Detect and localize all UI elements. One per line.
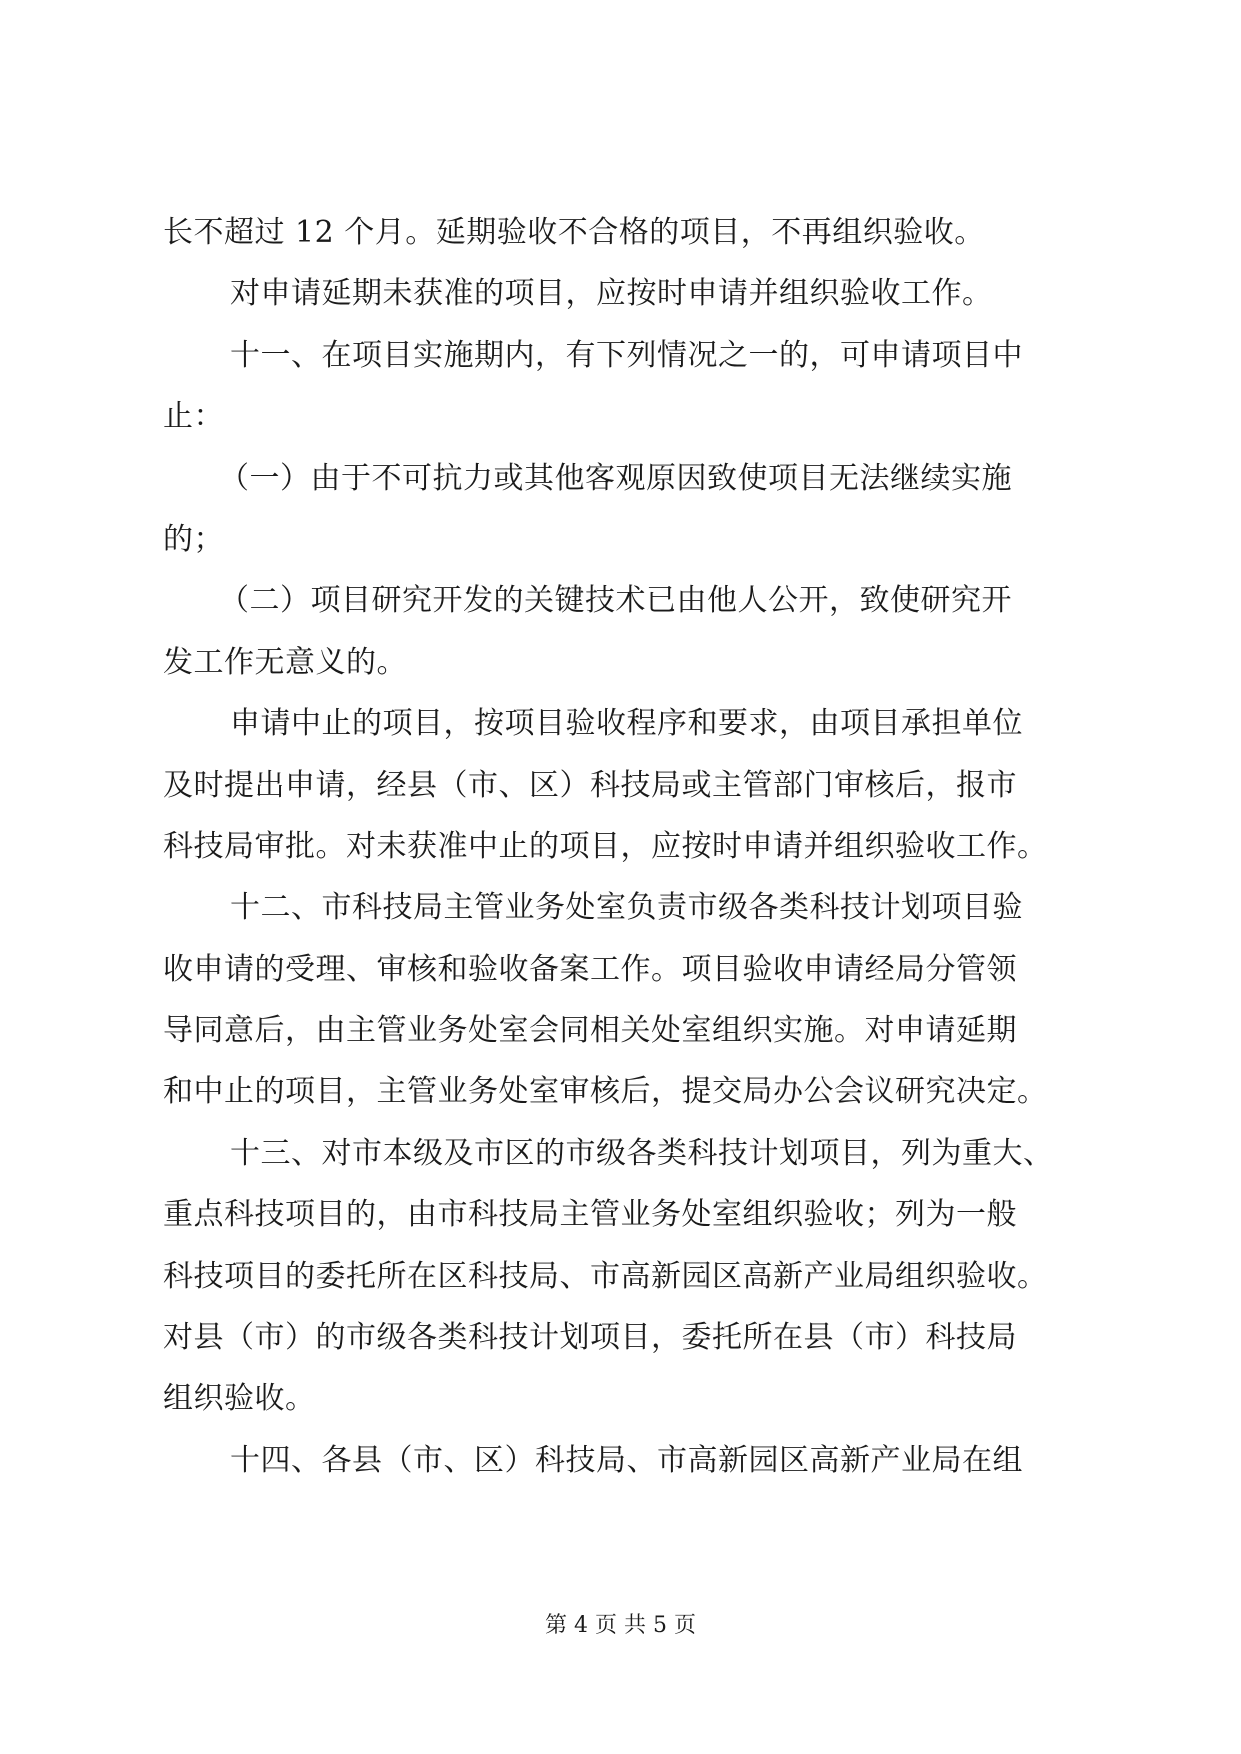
text-line: 长不超过 12 个月。延期验收不合格的项目，不再组织验收。 xyxy=(163,215,985,250)
text-line: 重点科技项目的，由市科技局主管业务处室组织验收；列为一般 xyxy=(163,1197,1017,1233)
text-line: 申请中止的项目，按项目验收程序和要求，由项目承担单位 xyxy=(230,706,1023,742)
text-line: 及时提出申请，经县（市、区）科技局或主管部门审核后，报市 xyxy=(163,767,1017,803)
text-line: 收申请的受理、审核和验收备案工作。项目验收申请经局分管领 xyxy=(163,951,1017,987)
page-footer xyxy=(0,1611,1241,1641)
text-line: 科技局审批。对未获准中止的项目，应按时申请并组织验收工作。 xyxy=(163,828,1048,864)
text-line: （一）由于不可抗力或其他客观原因致使项目无法继续实施 xyxy=(219,460,1012,496)
text-line: 发工作无意义的。 xyxy=(163,644,407,680)
text-line: （二）项目研究开发的关键技术已由他人公开，致使研究开 xyxy=(219,583,1012,619)
text-line: 科技项目的委托所在区科技局、市高新园区高新产业局组织验收。 xyxy=(163,1258,1048,1294)
text-line: 十二、市科技局主管业务处室负责市级各类科技计划项目验 xyxy=(230,890,1023,926)
text-line: 十三、对市本级及市区的市级各类科技计划项目，列为重大、 xyxy=(230,1135,1054,1171)
text-line: 十一、在项目实施期内，有下列情况之一的，可申请项目中 xyxy=(230,337,1023,373)
text-line: 和中止的项目，主管业务处室审核后，提交局办公会议研究决定。 xyxy=(163,1074,1048,1110)
text-line: 导同意后，由主管业务处室会同相关处室组织实施。对申请延期 xyxy=(163,1013,1017,1049)
text-line: 对县（市）的市级各类科技计划项目，委托所在县（市）科技局 xyxy=(163,1320,1017,1356)
text-line: 的； xyxy=(163,521,224,557)
page-number-label: 第 4 页 共 5 页 xyxy=(545,1613,696,1638)
text-line: 止： xyxy=(163,399,224,435)
text-line: 十四、各县（市、区）科技局、市高新园区高新产业局在组 xyxy=(230,1442,1023,1478)
text-line: 对申请延期未获准的项目，应按时申请并组织验收工作。 xyxy=(230,276,993,312)
body-text xyxy=(163,202,1083,1491)
text-line: 组织验收。 xyxy=(163,1381,316,1417)
